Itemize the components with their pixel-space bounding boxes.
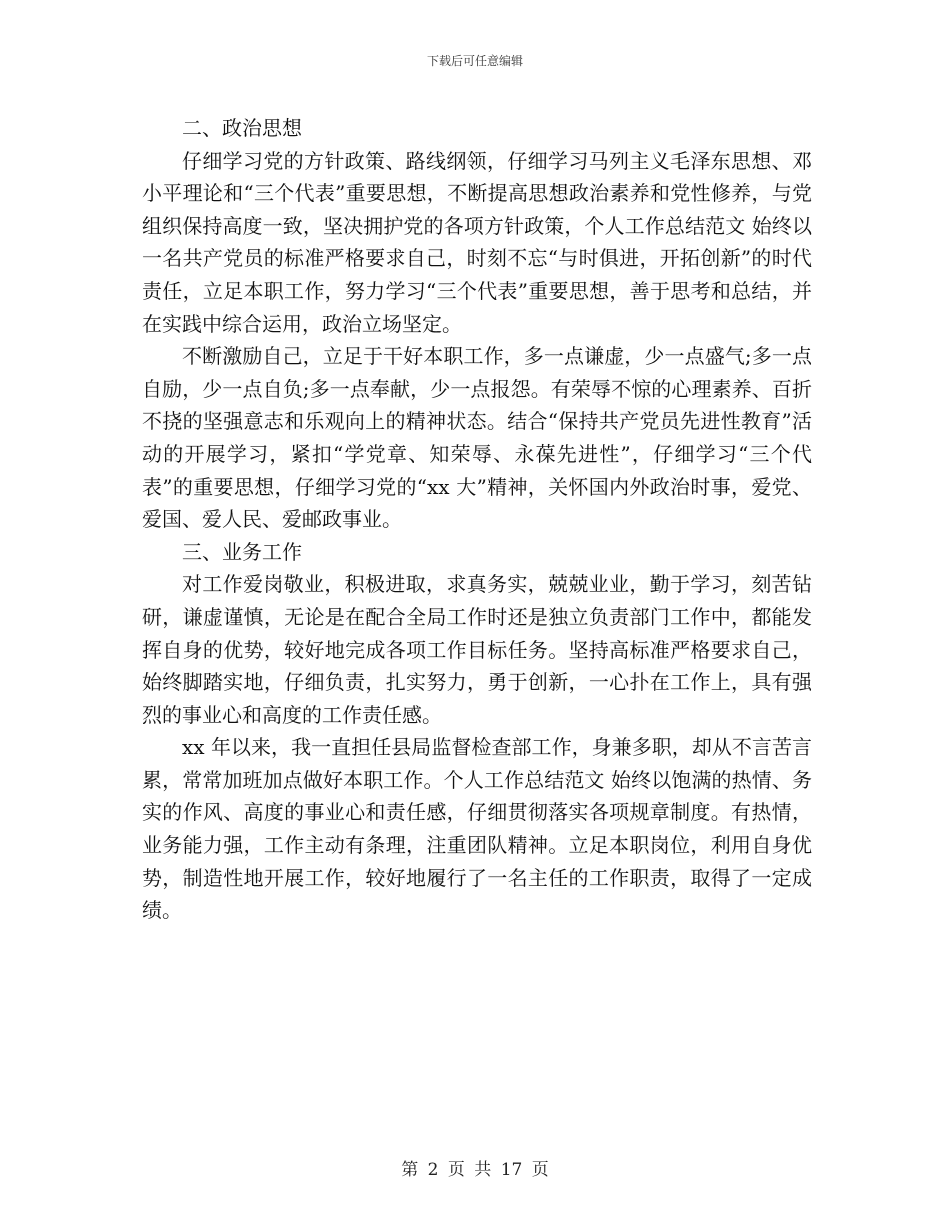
page-number-footer: 第 2 页 共 17 页 (401, 1160, 549, 1180)
paragraph: xx 年以来，我一直担任县局监督检查部工作，身兼多职，却从不言苦言累，常常加班加点做好本职工作。个人工作总结范文 始终以饱满的热情、务实的作风、高度的事业心和责任感，仔细贯彻落实各项规章制度。有热情，业务能力强，工作主动有条理，注重团队精神。立足本职岗位，利用自身优势，制造性地开展工作，较好地履行了一名主任的工作职责，取得了一定成绩。 (142, 735, 812, 923)
section-heading-politics: 二、政治思想 (182, 116, 302, 140)
paragraph: 对工作爱岗敬业，积极进取，求真务实，兢兢业业，勤于学习，刻苦钻研，谦虚谨慎，无论是在配合全局工作时还是独立负责部门工作中，都能发挥自身的优势，较好地完成各项工作目标任务。坚持高标准严格要求自己，始终脚踏实地，仔细负责，扎实努力，勇于创新，一心扑在工作上，具有强烈的事业心和高度的工作责任感。 (142, 572, 812, 727)
page-header: 下载后可任意编辑 (426, 54, 523, 68)
section-heading-business: 三、业务工作 (182, 539, 302, 564)
document-body (142, 112, 812, 927)
paragraph: 仔细学习党的方针政策、路线纲领，仔细学习马列主义毛泽东思想、邓小平理论和“三个代表”重要思想，不断提高思想政治素养和党性修养，与党组织保持高度一致，坚决拥护党的各项方针政策，个人工作总结范文 始终以一名共产党员的标准严格要求自己，时刻不忘“与时俱进，开拓创新”的时代责任，立足本职工作，努力学习“三个代表”重要思想，善于思考和总结，并在实践中综合运用，政治立场坚定。 (142, 148, 812, 336)
paragraph: 不断激励自己，立足于干好本职工作，多一点谦虚，少一点盛气;多一点自励，少一点自负;多一点奉献，少一点报怨。有荣辱不惊的心理素养、百折不挠的坚强意志和乐观向上的精神状态。结合“保持共产党员先进性教育”活动的开展学习，紧扣“学党章、知荣辱、永葆先进性”，仔细学习“三个代表”的重要思想，仔细学习党的“xx 大”精神，关怀国内外政治时事，爱党、爱国、爱人民、爱邮政事业。 (142, 344, 812, 532)
